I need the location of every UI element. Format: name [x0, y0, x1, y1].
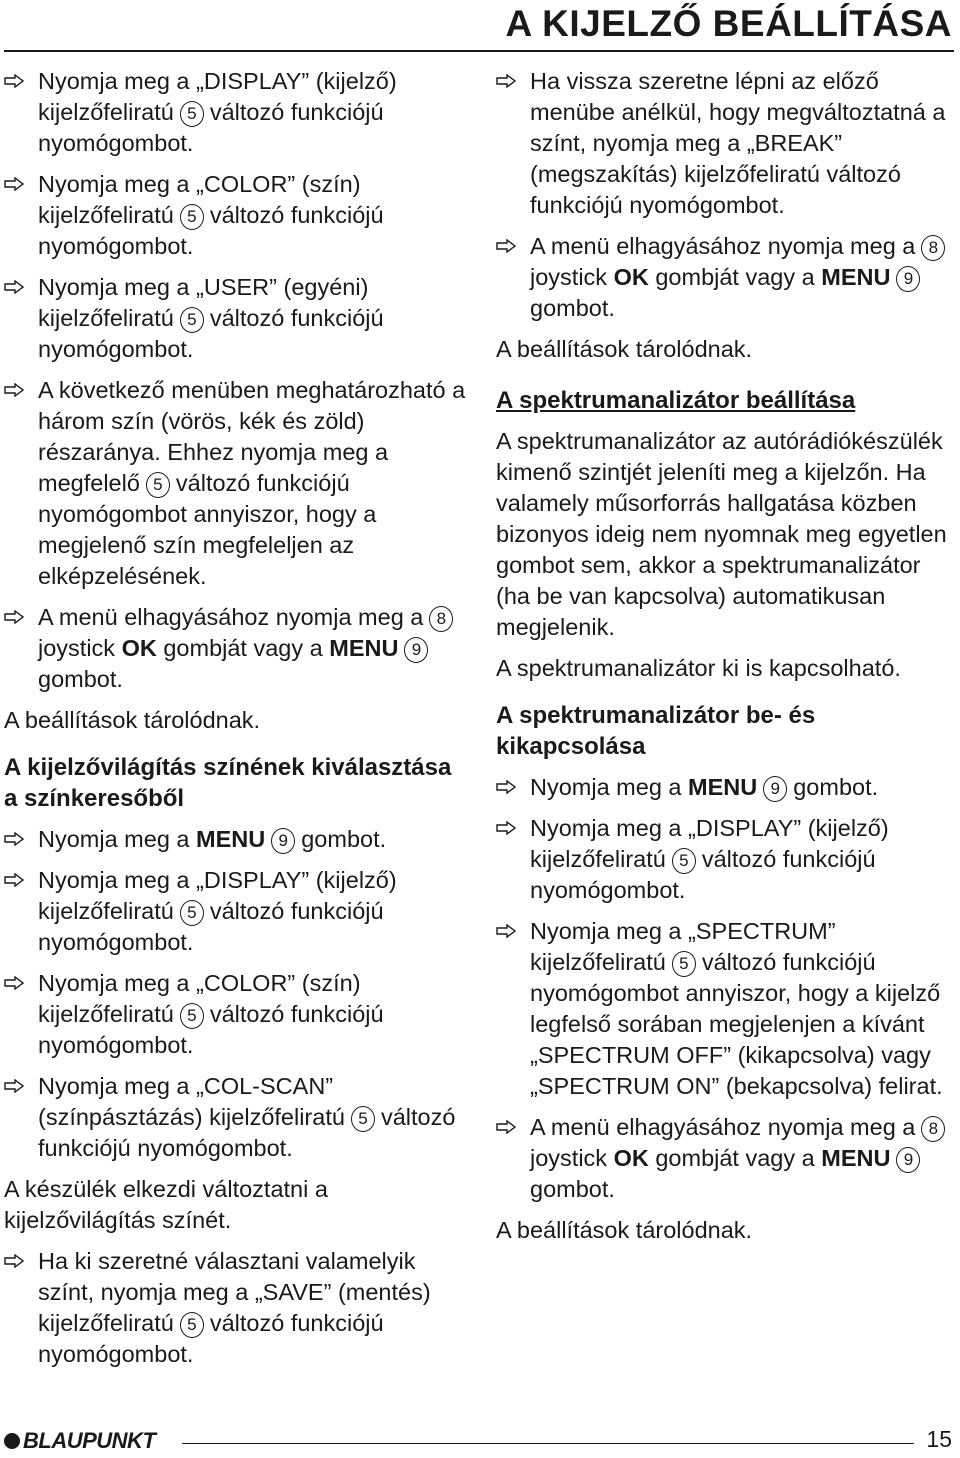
key-number-badge: 5: [180, 1312, 204, 1338]
section-heading: A kijelzővilágítás színének kiválasztása a színkeresőből: [4, 754, 452, 812]
instruction-text: gombot.: [530, 295, 615, 321]
key-label-menu: MENU: [196, 826, 266, 852]
instruction-item: [496, 1112, 956, 1205]
key-number-badge: 5: [180, 307, 204, 333]
arrow-bullet-icon: [4, 1254, 24, 1268]
instruction-text: változó funkciójú nyomógombot.: [530, 846, 876, 903]
paragraph: A készülék elkezdi változtatni a kijelzővilágítás színét.: [4, 1176, 328, 1233]
arrow-bullet-icon: [496, 924, 516, 938]
key-number-badge: 9: [896, 1147, 920, 1173]
instruction-text: A következő menüben meghatározható a három szín (vörös, kék és zöld) részaránya. Ehhez nyomja meg a megfelelő: [38, 377, 466, 496]
key-number-badge: 9: [896, 266, 920, 292]
instruction-text: joystick: [530, 264, 608, 290]
key-number-badge: 9: [763, 776, 787, 802]
brand-name: BLAUPUNKT: [23, 1428, 156, 1453]
key-number-badge: 8: [429, 606, 453, 632]
paragraph: A spektrumanalizátor ki is kapcsolható.: [496, 655, 901, 681]
instruction-text: változó funkciójú nyomógombot.: [38, 305, 384, 362]
instruction-text: változó funkciójú nyomógombot.: [38, 99, 384, 156]
instruction-item: [4, 66, 466, 159]
page-footer: [0, 1418, 960, 1458]
key-label-ok: OK: [613, 1145, 649, 1171]
instruction-item: [496, 813, 956, 906]
key-number-badge: 5: [351, 1106, 375, 1132]
instruction-text: gombját vagy a: [655, 1145, 815, 1171]
instruction-text: változó funkciójú nyomógombot.: [38, 202, 384, 259]
instruction-text: A menü elhagyásához nyomja meg a: [38, 604, 424, 630]
footer-rule: [182, 1443, 914, 1444]
arrow-bullet-icon: [4, 1079, 24, 1093]
paragraph: A beállítások tárolódnak.: [496, 1217, 753, 1243]
key-number-badge: 5: [146, 472, 170, 498]
instruction-item: [4, 169, 466, 262]
instruction-item: [4, 602, 466, 695]
instruction-text: Ha ki szeretné választani valamelyik színt, nyomja meg a „SAVE” (mentés) kijelzőfeliratú: [38, 1248, 431, 1336]
instruction-text: Nyomja meg a „DISPLAY” (kijelző) kijelzőfeliratú: [530, 815, 889, 872]
arrow-bullet-icon: [4, 873, 24, 887]
brand-logo: [4, 1428, 155, 1454]
arrow-bullet-icon: [496, 239, 516, 253]
key-number-badge: 5: [180, 900, 204, 926]
arrow-bullet-icon: [496, 1120, 516, 1134]
arrow-bullet-icon: [4, 74, 24, 88]
key-label-ok: OK: [613, 264, 649, 290]
arrow-bullet-icon: [4, 177, 24, 191]
instruction-text: Nyomja meg a „DISPLAY” (kijelző) kijelzőfeliratú: [38, 68, 397, 125]
instruction-text: változó funkciójú nyomógombot annyiszor, hogy a kijelző legfelső sorában megjelenjen a kívánt „SPECTRUM OFF” (kikapcsolva) vagy „SPECTRUM ON” (bekapcsolva) felirat.: [530, 949, 943, 1099]
arrow-bullet-icon: [4, 976, 24, 990]
arrow-bullet-icon: [4, 383, 24, 397]
left-column: [4, 66, 466, 1380]
arrow-bullet-icon: [496, 821, 516, 835]
right-column: [496, 66, 956, 1256]
key-number-badge: 9: [271, 828, 295, 854]
paragraph: A spektrumanalizátor az autórádiókészülék kimenő szintjét jeleníti meg a kijelzőn. Ha valamely műsorforrás hallgatása közben bizonyos ideig nem nyomnak meg egyetlen gombot sem, akkor a spektrumanalizátor (ha be van kapcsolva) automatikusan megjelenik.: [496, 428, 947, 640]
key-number-badge: 5: [180, 204, 204, 230]
instruction-item: [496, 772, 956, 803]
instruction-text: Nyomja meg a „DISPLAY” (kijelző) kijelzőfeliratú: [38, 867, 397, 924]
instruction-text: Nyomja meg a „COLOR” (szín) kijelzőfeliratú: [38, 970, 361, 1027]
section-heading: A spektrumanalizátor beállítása: [496, 387, 856, 414]
header-rule: [4, 50, 954, 52]
instruction-text: gombot.: [301, 826, 387, 852]
instruction-text: joystick: [38, 635, 116, 661]
instruction-text: joystick: [530, 1145, 608, 1171]
instruction-item: [4, 375, 466, 592]
instruction-text: gombot.: [530, 1176, 615, 1202]
key-label-menu: MENU: [688, 774, 758, 800]
section-heading: A spektrumanalizátor be- és kikapcsolása: [496, 702, 816, 760]
key-number-badge: 5: [180, 101, 204, 127]
instruction-text: változó funkciójú nyomógombot annyiszor, hogy a megjelenő szín megfeleljen az elképzelésének.: [38, 470, 377, 589]
instruction-text: változó funkciójú nyomógombot.: [38, 1001, 384, 1058]
instruction-text: A menü elhagyásához nyomja meg a: [530, 233, 916, 259]
instruction-item: [4, 968, 466, 1061]
key-number-badge: 8: [921, 235, 945, 261]
instruction-text: Nyomja meg a „SPECTRUM” kijelzőfeliratú: [530, 918, 836, 975]
instruction-item: [496, 916, 956, 1102]
instruction-text: változó funkciójú nyomógombot.: [38, 1310, 384, 1367]
key-label-menu: MENU: [821, 264, 891, 290]
instruction-item: [4, 272, 466, 365]
instruction-text: gombját vagy a: [655, 264, 815, 290]
page-number: 15: [926, 1426, 952, 1452]
paragraph: A beállítások tárolódnak.: [496, 336, 753, 362]
arrow-bullet-icon: [4, 280, 24, 294]
instruction-item: [496, 66, 956, 221]
key-label-ok: OK: [121, 635, 157, 661]
instruction-text: Ha vissza szeretne lépni az előző menübe anélkül, hogy megváltoztatná a színt, nyomja meg a „BREAK” (megszakítás) kijelzőfeliratú változó funkciójú nyomógombot.: [530, 68, 946, 218]
arrow-bullet-icon: [4, 610, 24, 624]
instruction-text: változó funkciójú nyomógombot.: [38, 898, 384, 955]
key-number-badge: 5: [672, 951, 696, 977]
key-label-menu: MENU: [329, 635, 399, 661]
instruction-item: [4, 865, 466, 958]
instruction-text: Nyomja meg a „COLOR” (szín) kijelzőfeliratú: [38, 171, 361, 228]
instruction-text: gombját vagy a: [163, 635, 323, 661]
instruction-text: Nyomja meg a: [38, 826, 190, 852]
instruction-item: [4, 824, 466, 855]
brand-dot-icon: [4, 1433, 20, 1449]
key-number-badge: 9: [404, 637, 428, 663]
paragraph: A beállítások tárolódnak.: [4, 707, 261, 733]
instruction-text: gombot.: [793, 774, 879, 800]
instruction-text: Nyomja meg a „USER” (egyéni) kijelzőfeliratú: [38, 274, 369, 331]
instruction-text: gombot.: [38, 666, 123, 692]
key-number-badge: 8: [921, 1116, 945, 1142]
arrow-bullet-icon: [496, 780, 516, 794]
instruction-item: [4, 1246, 466, 1370]
arrow-bullet-icon: [4, 832, 24, 846]
key-label-menu: MENU: [821, 1145, 891, 1171]
instruction-text: A menü elhagyásához nyomja meg a: [530, 1114, 916, 1140]
key-number-badge: 5: [180, 1003, 204, 1029]
instruction-text: változó funkciójú nyomógombot.: [38, 1104, 456, 1161]
instruction-text: Nyomja meg a „COL-SCAN” (színpásztázás) kijelzőfeliratú: [38, 1073, 345, 1130]
key-number-badge: 5: [672, 848, 696, 874]
instruction-item: [4, 1071, 466, 1164]
arrow-bullet-icon: [496, 74, 516, 88]
instruction-text: Nyomja meg a: [530, 774, 682, 800]
page-title: A KIJELZŐ BEÁLLÍTÁSA: [505, 3, 952, 44]
instruction-item: [496, 231, 956, 324]
